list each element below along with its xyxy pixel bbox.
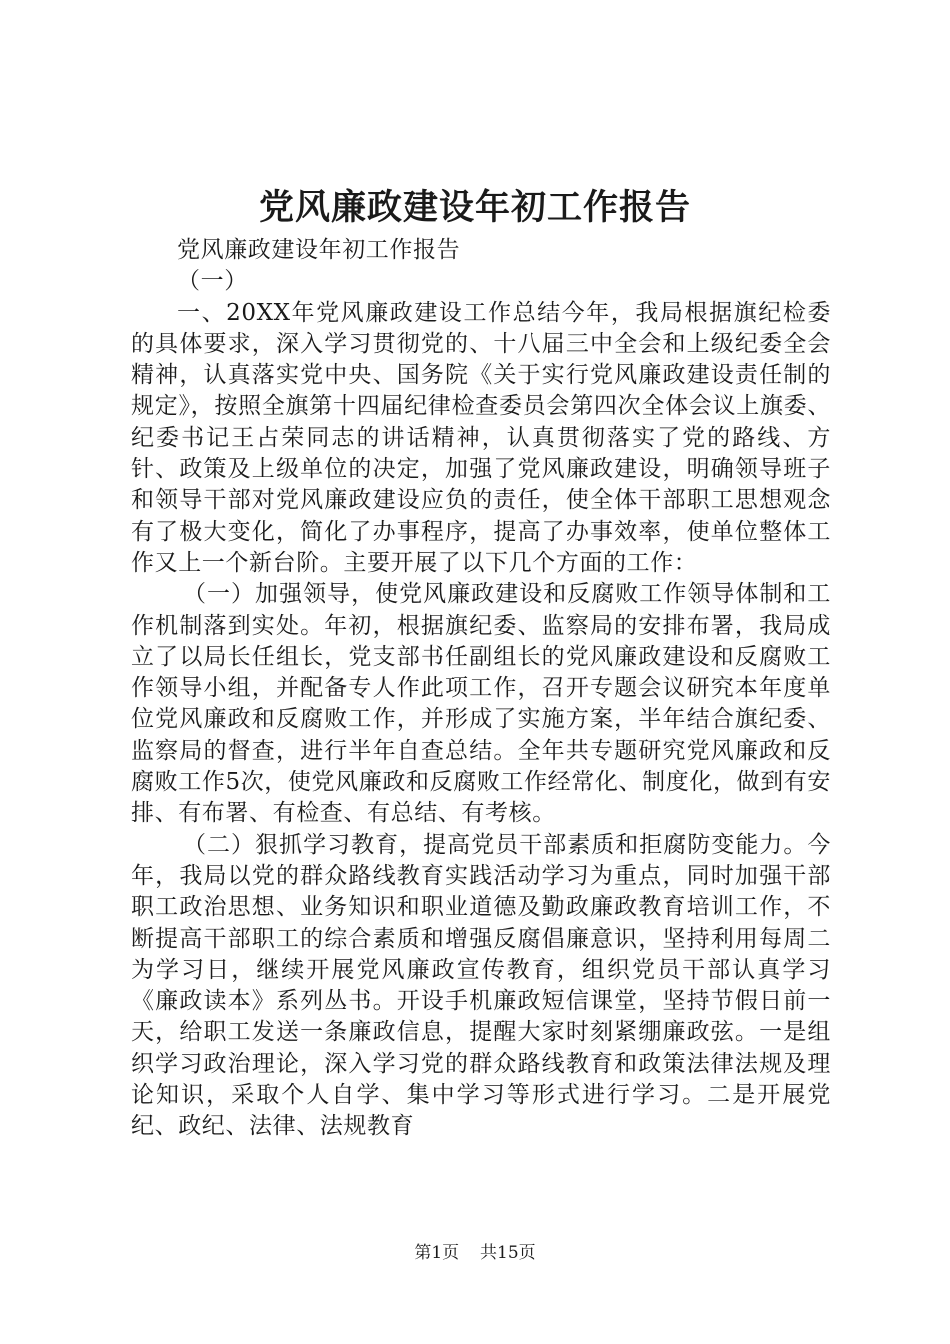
paragraph-3: （二）狠抓学习教育，提高党员干部素质和拒腐防变能力。今年，我局以党的群众路线教育实践活动学习为重点，同时加强干部职工政治思想、业务知识和职业道德及勤政廉政教育培训工作，不断提高干部职工的综合素质和增强反腐倡廉意识，坚持利用每周二为学习日，继续开展党风廉政宣传教育，组织党员干部认真学习《廉政读本》系列丛书。开设手机廉政短信课堂，坚持节假日前一天，给职工发送一条廉政信息，提醒大家时刻紧绷廉政弦。一是组织学习政治理论，深入学习党的群众路线教育和政策法律法规及理论知识，采取个人自学、集中学习等形式进行学习。二是开展党纪、政纪、法律、法规教育 [131,831,831,1140]
section-marker: （一） [177,268,248,295]
document-body [131,235,831,1143]
paragraph-1: 一、20XX年党风廉政建设工作总结今年，我局根据旗纪检委的具体要求，深入学习贯彻党的、十八届三中全会和上级纪委全会精神，认真落实党中央、国务院《关于实行党风廉政建设责任制的规定》，按照全旗第十四届纪律检查委员会第四次全体会议上旗委、纪委书记王占荣同志的讲话精神，认真贯彻落实了党的路线、方针、政策及上级单位的决定，加强了党风廉政建设，明确领导班子和领导干部对党风廉政建设应负的责任，使全体干部职工思想观念有了极大变化，简化了办事程序，提高了办事效率，使单位整体工作又上一个新台阶。主要开展了以下几个方面的工作： [131,299,831,576]
page-footer [0,1241,950,1265]
subtitle-line: 党风廉政建设年初工作报告 [177,237,461,263]
paragraph-2: （一）加强领导，使党风廉政建设和反腐败工作领导体制和工作机制落到实处。年初，根据旗纪委、监察局的安排布署，我局成立了以局长任组长，党支部书任副组长的党风廉政建设和反腐败工作领导小组，并配备专人作此项工作，召开专题会议研究本年度单位党风廉政和反腐败工作，并形成了实施方案，半年结合旗纪委、监察局的督查，进行半年自查总结。全年共专题研究党风廉政和反腐败工作5次，使党风廉政和反腐败工作经常化、制度化，做到有安排、有布署、有检查、有总结、有考核。 [131,581,831,827]
total-pages: 共15页 [480,1243,536,1263]
page-number: 第1页 [414,1243,460,1263]
page-title: 党风廉政建设年初工作报告 [258,187,691,228]
